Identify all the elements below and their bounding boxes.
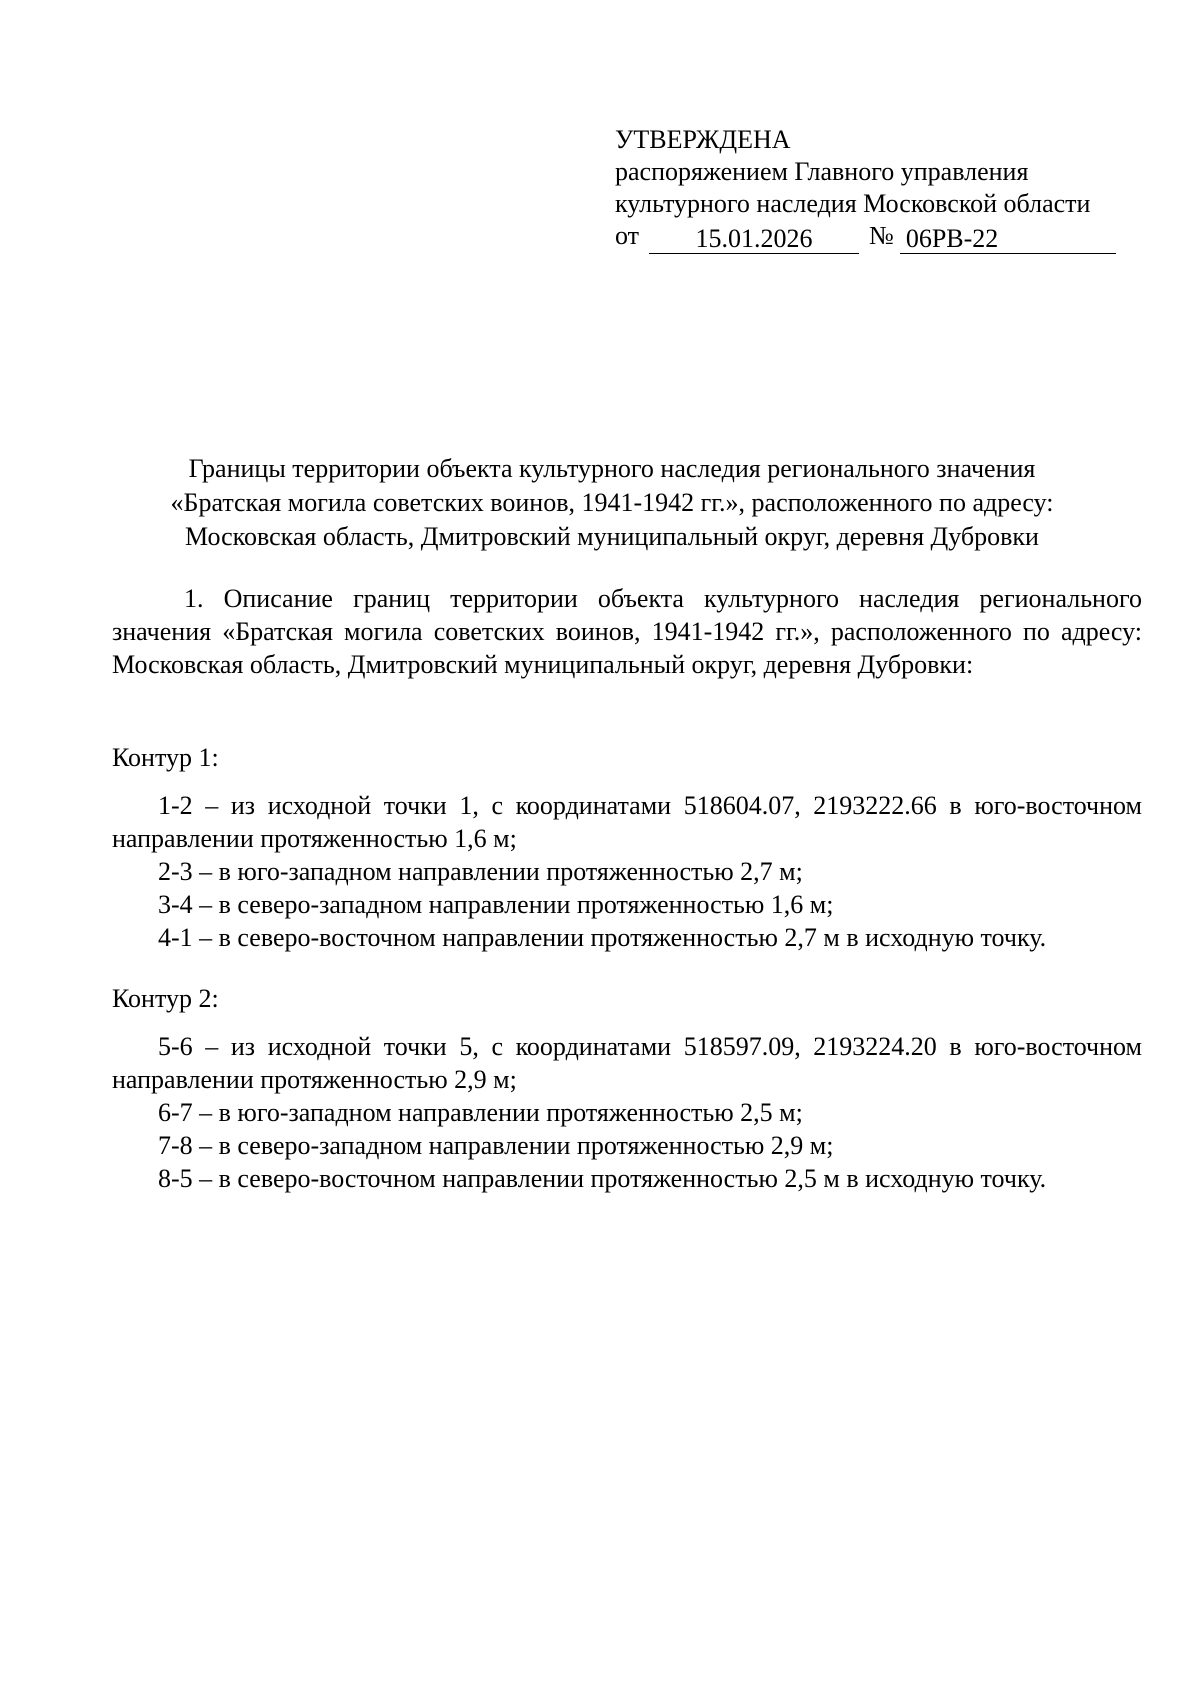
title-line-1: Границы территории объекта культурного наследия регионального значения — [188, 454, 1036, 483]
contour-title: Контур 1: — [112, 743, 219, 772]
segment-item: 7-8 – в северо-западном направлении протяженностью 2,9 м; — [158, 1131, 834, 1160]
from-label: от — [615, 221, 640, 250]
segment-item: 6-7 – в юго-западном направлении протяженностью 2,5 м; — [158, 1098, 803, 1127]
title-line-2: «Братская могила советских воинов, 1941-1942 гг.», расположенного по адресу: — [170, 488, 1054, 517]
number-label: № — [869, 221, 894, 250]
segment-item: 8-5 – в северо-восточном направлении протяженностью 2,5 м в исходную точку. — [158, 1164, 1047, 1193]
contour-title: Контур 2: — [112, 984, 219, 1013]
segment-item: 4-1 – в северо-восточном направлении протяженностью 2,7 м в исходную точку. — [158, 923, 1047, 952]
segment-item: 1-2 – из исходной точки 1, с координатами 518604.07, 2193222.66 в юго-восточном направлении протяженностью 1,6 м; — [112, 791, 1142, 853]
segment-item: 3-4 – в северо-западном направлении протяженностью 1,6 м; — [158, 890, 834, 919]
segment-item: 5-6 – из исходной точки 5, с координатами 518597.09, 2193224.20 в юго-восточном направлении протяженностью 2,9 м; — [112, 1032, 1142, 1094]
approval-number: 06РВ-22 — [900, 225, 1116, 254]
approval-block — [615, 124, 1135, 252]
approval-line-2: культурного наследия Московской области — [615, 189, 1091, 218]
contour-2 — [112, 982, 1142, 1195]
segment-item: 2-3 – в юго-западном направлении протяженностью 2,7 м; — [158, 857, 803, 886]
contour-1 — [112, 741, 1142, 954]
approval-heading: УТВЕРЖДЕНА — [615, 125, 791, 154]
title-line-3: Московская область, Дмитровский муниципальный округ, деревня Дубровки — [185, 522, 1039, 551]
approval-reference — [615, 220, 1135, 252]
approval-date: 15.01.2026 — [649, 225, 859, 254]
approval-line-1: распоряжением Главного управления — [615, 157, 1029, 186]
intro-paragraph: 1. Описание границ территории объекта культурного наследия регионального значения «Братская могила советских воинов, 1941-1942 гг.», расположенного по адресу: Московская область, Дмитровский муниципальный округ, деревня Дубровки: — [112, 584, 1142, 679]
document-title — [112, 452, 1112, 554]
document-body — [112, 582, 1142, 1195]
